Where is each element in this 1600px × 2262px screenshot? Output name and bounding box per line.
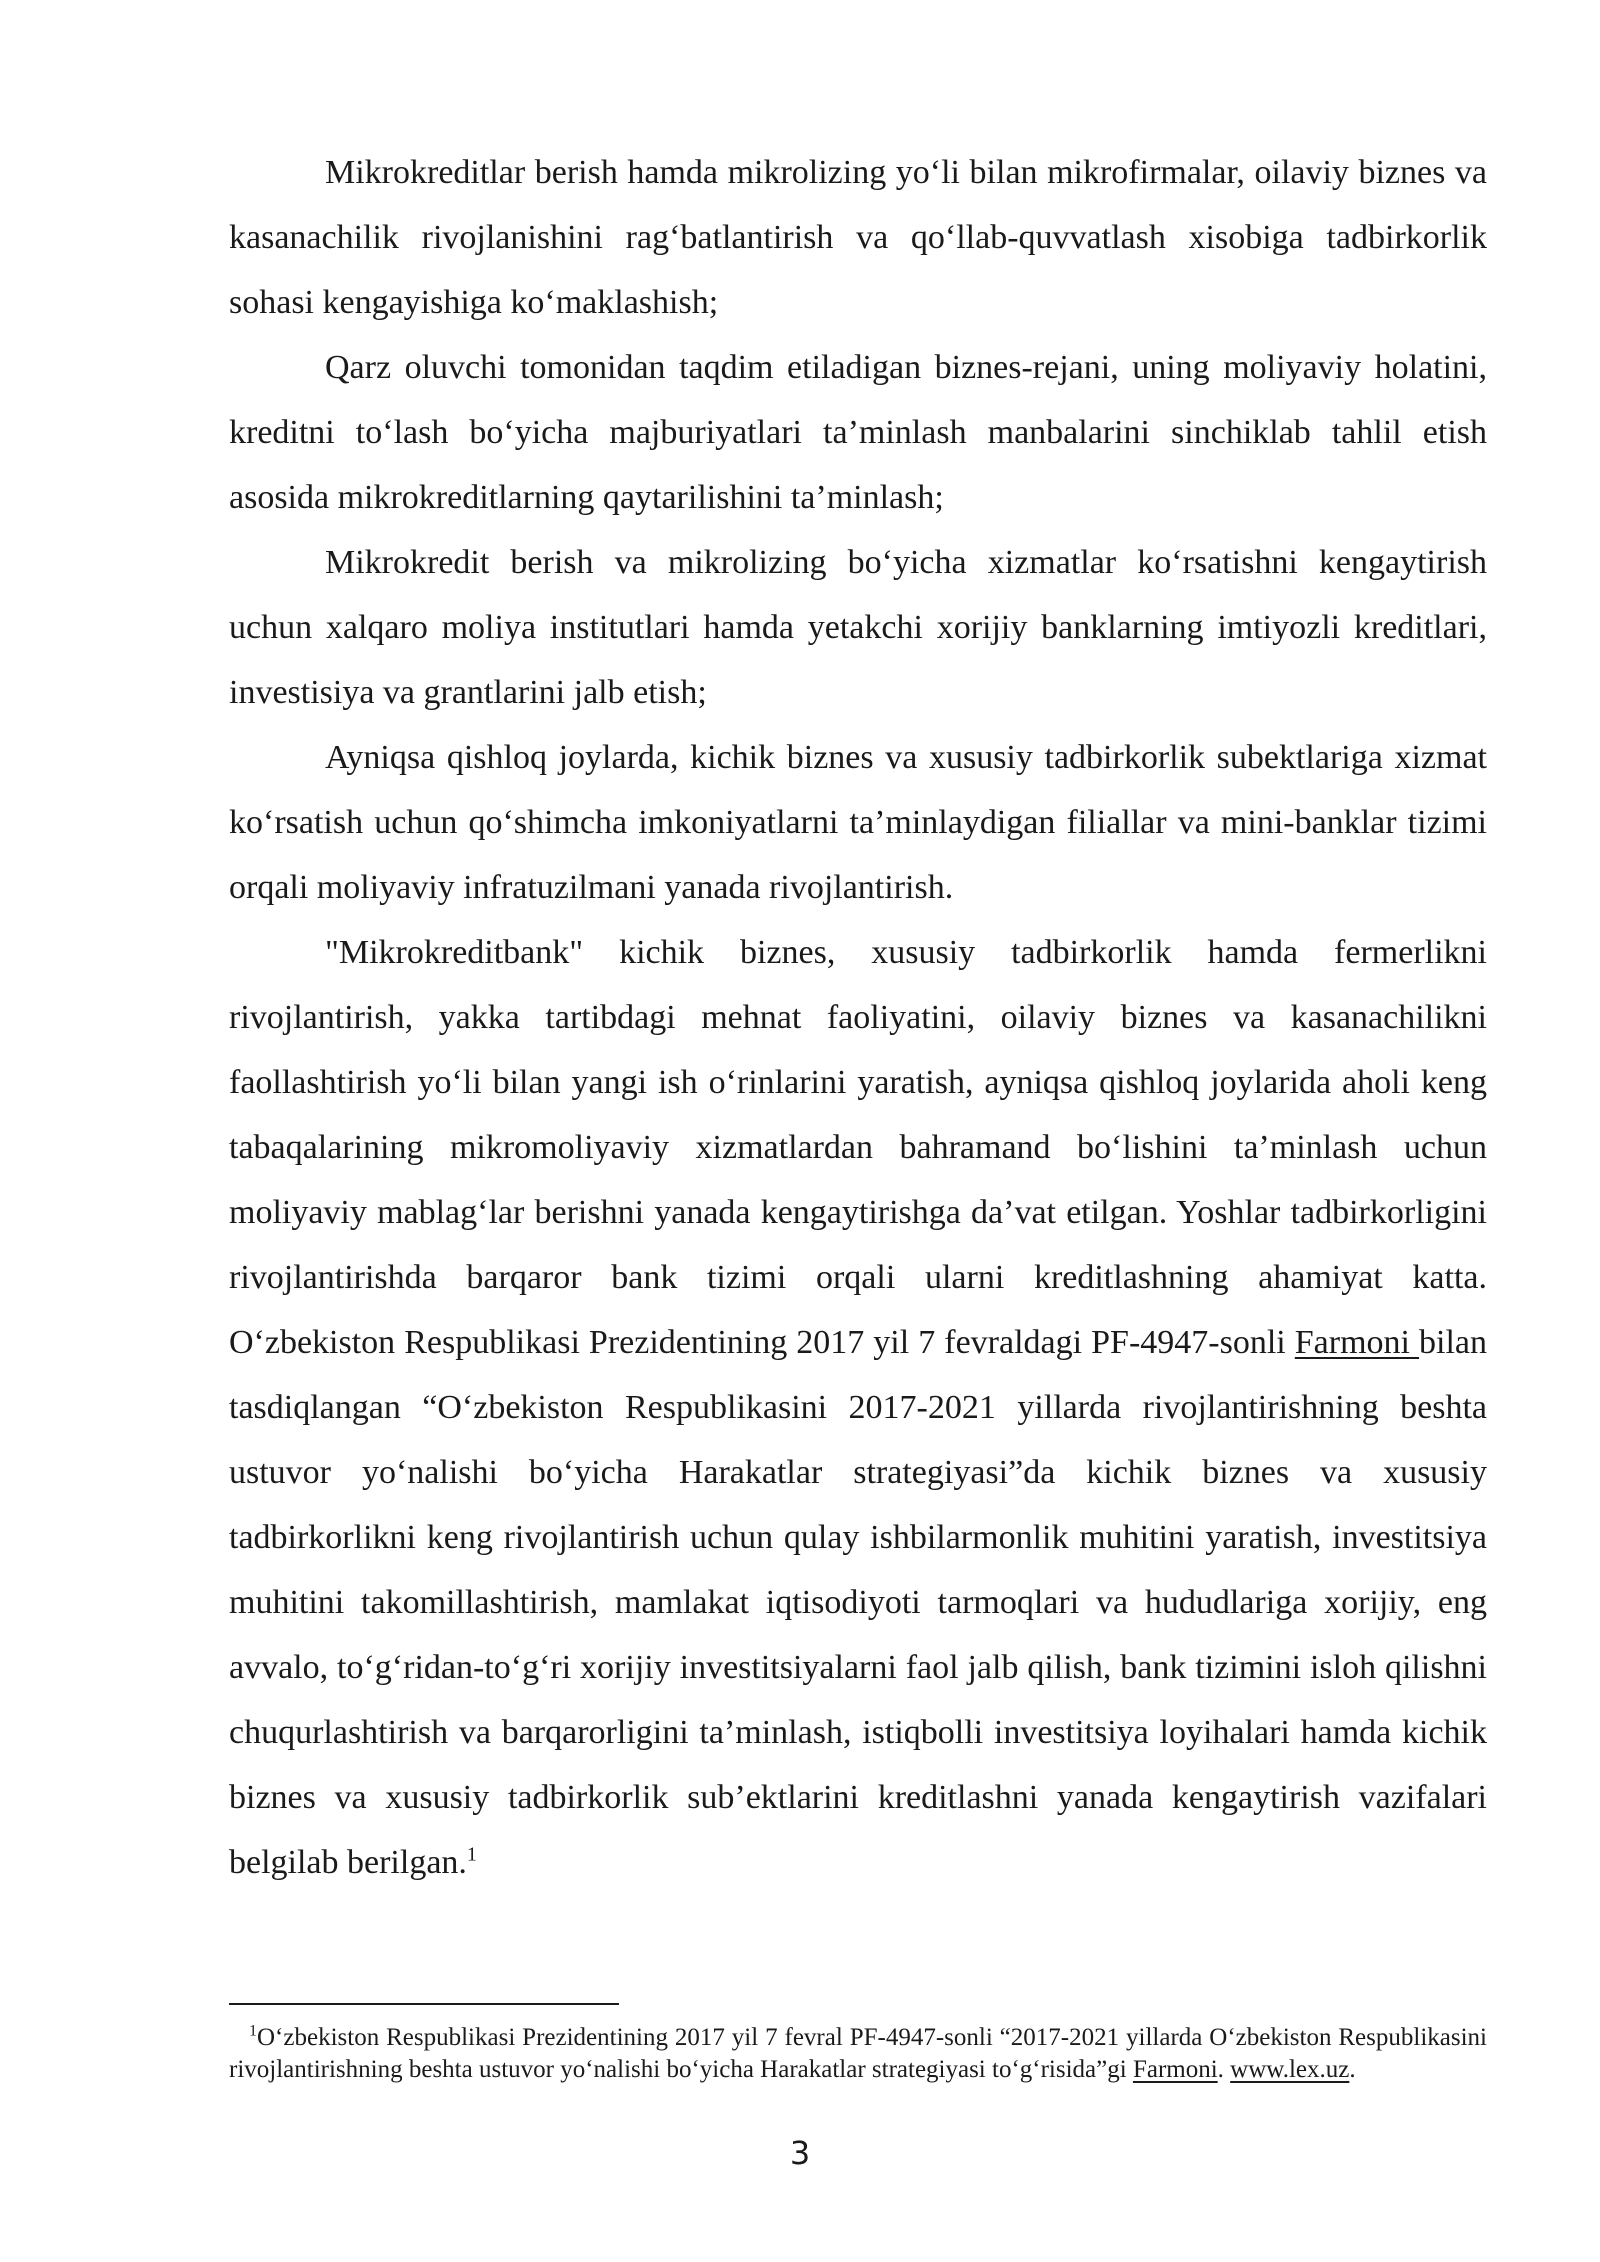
footnote-separator — [229, 2003, 619, 2005]
footnote-url-link[interactable]: www.lex.uz — [1230, 2056, 1350, 2083]
paragraph-microcredit-support: Mikrokreditlar berish hamda mikrolizing yo‘li bilan mikrofirmalar, oilaviy biznes va kasanachilik rivojlanishini rag‘batlantirish va qo‘llab-quvvatlash xisobiga tadbirkorlik sohasi kengayishiga ko‘maklashish; — [229, 154, 1487, 321]
footnote-separator-text: . — [1217, 2056, 1231, 2083]
footnote-farmoni-link[interactable]: Farmoni — [1132, 2056, 1218, 2083]
footnote — [229, 2022, 1487, 2086]
paragraph-loan-repayment: Qarz oluvchi tomonidan taqdim etiladigan biznes-rejani, uning moliyaviy holatini, kreditni to‘lash bo‘yicha majburiyatlari ta’minlash manbalarini sinchiklab tahlil etish asosida mikrokreditlarning qaytarilishini ta’minlash; — [229, 349, 1487, 516]
footnote-text: O‘zbekiston Respublikasi Prezidentining 2017 yil 7 fevral PF-4947-sonli “2017-2021 yillarda O‘zbekiston Respublikasini rivojlantirishning beshta ustuvor yo‘nalishi bo‘yicha Harakatlar strategiyasi to‘g‘risida”gi — [229, 2024, 1487, 2083]
paragraph-mikrokreditbank — [229, 920, 1487, 1895]
paragraph-rural-infrastructure: Ayniqsa qishloq joylarda, kichik biznes va xususiy tadbirkorlik subektlariga xizmat ko‘rsatish uchun qo‘shimcha imkoniyatlarni ta’minlaydigan filiallar va mini-banklar tizimi orqali moliyaviy infratuzilmani yanada rivojlantirish. — [229, 739, 1487, 906]
farmoni-link[interactable]: Farmoni — [1294, 1324, 1420, 1361]
footnote-marker: 1 — [249, 2022, 257, 2040]
footnote-end: . — [1349, 2056, 1356, 2083]
body-text — [229, 140, 1487, 1895]
paragraph-text-start: "Mikrokreditbank" kichik biznes, xususiy tadbirkorlik hamda fermerlikni rivojlantirish, yakka tartibdagi mehnat faoliyatini, oilaviy biznes va kasanachilikni faollashtirish yo‘li bilan yangi ish o‘rinlarini yaratish, ayniqsa qishloq joylarida aholi keng tabaqalarining mikromoliyaviy xizmatlardan bahramand bo‘lishini ta’minlash uchun moliyaviy mablag‘lar berishni yanada kengaytirishga da’vat etilgan. Yoshlar tadbirkorligini rivojlantirishda barqaror bank tizimi orqali ularni kreditlashning ahamiyat katta. O‘zbekiston Respublikasi Prezidentining 2017 yil 7 fevraldagi PF-4947-sonli — [229, 934, 1487, 1361]
paragraph-text-end: bilan tasdiqlangan “O‘zbekiston Respublikasini 2017-2021 yillarda rivojlantirishning beshta ustuvor yo‘nalishi bo‘yicha Harakatlar strategiyasi”da kichik biznes va xususiy tadbirkorlikni keng rivojlantirish uchun qulay ishbilarmonlik muhitini yaratish, investitsiya muhitini takomillashtirish, mamlakat iqtisodiyoti tarmoqlari va hududlariga xorijiy, eng avvalo, to‘g‘ridan-to‘g‘ri xorijiy investitsiyalarni faol jalb qilish, bank tizimini isloh qilishni chuqurlashtirish va barqarorligini ta’minlash, istiqbolli investitsiya loyihalari hamda kichik biznes va xususiy tadbirkorlik sub’ektlarini kreditlashni yanada kengaytirish vazifalari belgilab berilgan. — [229, 1324, 1488, 1881]
footnote-reference[interactable]: 1 — [466, 1843, 477, 1866]
paragraph-foreign-funding: Mikrokredit berish va mikrolizing bo‘yicha xizmatlar ko‘rsatishni kengaytirish uchun xalqaro moliya institutlari hamda yetakchi xorijiy banklarning imtiyozli kreditlari, investisiya va grantlarini jalb etish; — [229, 544, 1487, 711]
page-number: 3 — [789, 2134, 811, 2172]
